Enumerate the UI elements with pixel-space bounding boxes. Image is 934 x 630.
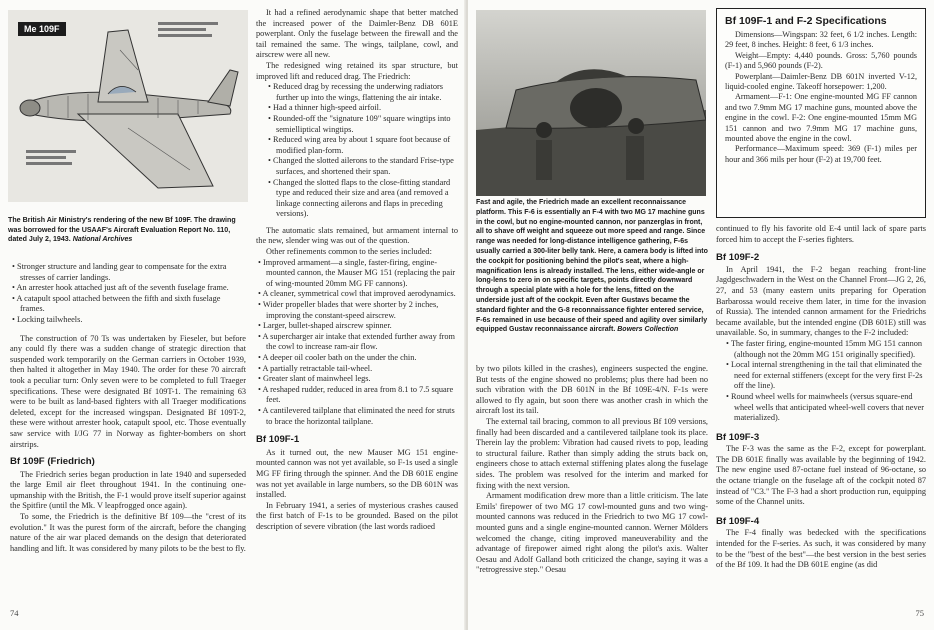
section-heading: Bf 109F-4 [716, 515, 760, 527]
photo-caption [476, 198, 708, 335]
wing-changes-list [266, 82, 458, 220]
list-item: • A partially retractable tail-wheel. [256, 364, 458, 375]
list-item: • A cleaner, symmetrical cowl that improved aerodynamics. [256, 289, 458, 300]
paragraph: The F-4 finally was bedecked with the specifications intended for the F-series. As such, it was considered by many to be the "best of the best"—the best version in the best series of the Bf 109. It had the DB 601E engine (as did [716, 528, 926, 570]
page-number: 75 [915, 608, 924, 618]
list-item: • Local internal strengthening in the tail that eliminated the need for external stiffeners (except for the very first F-2s off the line). [724, 360, 926, 392]
paragraph: As it turned out, the new Mauser MG 151 engine-mounted cannon was not yet available, so F-1s used a single MG FF firing through the spinner. And the DB 601E engine was not yet available in large numbers, so the DB 601N was installed. [256, 447, 458, 500]
list-item: • Wider propeller blades that were shorter by 2 inches, improving the constant-speed airscrew. [256, 300, 458, 321]
list-item: • Rounded-off the "signature 109" square wingtips into semielliptical wingtips. [266, 114, 458, 135]
photo-credit: Bowers Collection [617, 326, 679, 334]
list-item: • A catapult spool attached between the fifth and sixth fuselage frames. [10, 294, 246, 315]
photo-image-icon [476, 10, 706, 196]
aircraft-drawing-icon [8, 10, 248, 202]
figure-credit: National Archives [72, 235, 133, 244]
section-heading: Bf 109F-1 [256, 434, 300, 446]
list-item: • Stronger structure and landing gear to compensate for the extra stresses of carrier landings. [10, 262, 246, 283]
list-item: • Changed the slotted ailerons to the standard Frise-type surfaces, and shortened their span. [266, 156, 458, 177]
spec-armament: Armament—F-1: One engine-mounted MG FF cannon and two 7.9mm MG 17 machine guns, mounted above the engine in the cowl. F-2: One engine-mounted 15mm MG 151 cannon and two 7.9mm MG 17 machine guns, mounted above the engine in the cowl. [725, 92, 917, 144]
right-column-2 [716, 224, 926, 571]
paragraph: It had a refined aerodynamic shape that better matched the increased power of the Daimler-Benz DB 601E powerplant. Only the fuselage between the firewall and the tail remained the same. The wings, tailplane, cowl, and airscrew were all new. [256, 8, 458, 60]
paragraph: In February 1941, a series of mysterious crashes caused the first batch of F-1s to be grounded. Based on the pilot description of severe vibration (the last words radioed [256, 500, 458, 531]
section-heading: Bf 109F-2 [716, 252, 760, 264]
spec-powerplant: Powerplant—Daimler-Benz DB 601N inverted V-12, liquid-cooled engine. Takeoff horsepower: 1,200. [725, 71, 917, 92]
left-page [0, 0, 466, 630]
paragraph: The external tail bracing, common to all previous Bf 109 versions, finally had been discarded and a cantilevered tailplane took its place. Therein lay the problem: Vibration had caused rivets to pop, leading to structural failure. Rather than simply adding the struts back on, engineers chose to attach external stiffening plates along the fuselage sides. The problem was resolved for the interim and marked for fixing with the next version. [476, 416, 708, 490]
list-item: • A cantilevered tailplane that eliminated the need for struts to brace the horizontal tailplane. [256, 406, 458, 427]
section-heading: Bf 109F (Friedrich) [10, 456, 95, 468]
specifications-box [716, 8, 926, 218]
figure-caption-text: The British Air Ministry's rendering of the new Bf 109F. The drawing was borrowed for the USAAF's Aircraft Evaluation Report No. 110, dated July 2, 1943. [8, 216, 236, 244]
list-item: • Larger, bullet-shaped airscrew spinner. [256, 321, 458, 332]
list-item: • Changed the slotted flaps to the close-fitting standard type and reduced their size and area (and removed a linkage connecting ailerons and flaps in preceding versions). [266, 178, 458, 220]
series-refinements-list [256, 258, 458, 428]
figure-stamp: Me 109F [18, 22, 66, 36]
paragraph: The construction of 70 Ts was undertaken by Fieseler, but before any could fly there was a sudden change of strategic direction that suspended work temporarily on the German carriers in October 1939, then halted it altogether in May 1940. The order for these 70 aircraft took a peculiar turn: Only seven were to be completed to full Traeger specifications. These were designated Bf 109T-1. The remaining 63 were to be built as land-based fighters with all Traeger modifications deleted, except for the increased wingspan. Designated Bf 109T-2, these were without arrester hook, catapult spool, etc. Those eventually saw service with I/JG 77 in Norway as fighter-bombers on short airstrips. [10, 333, 246, 449]
paragraph: The automatic slats remained, but armament internal to the new, slender wing was out of the question. [256, 225, 458, 246]
photo-caption-text: Fast and agile, the Friedrich made an excellent reconnaissance platform. This F-6 is essentially an F-4 with two MG 17 machine guns in the cowl, but no engine-mounted cannon, nor panzerglas in front, all to shave off weight and squeeze out more speed and range. Since range was needed for long-distance intelligence gathering, F-6s usually carried a 300-liter belly tank. Here, a camera body is lifted into the cockpit for positioning behind the pilot's seat, where a high-magnification lens is already installed. The lens, either wide-angle or long-lens to zero in on specific targets, points directly downward through a special plate with a hole for the lens, fitted on the underside just aft of the cockpit. Even after Gustavs became the standard fighter and the G-8 reconnaissance fighter entered service, F-6s remained in use because of their speed and agility over similarly equipped Gustav reconnaissance aircraft. [476, 199, 708, 334]
right-column-1 [476, 364, 708, 576]
spec-dimensions: Dimensions—Wingspan: 32 feet, 6 1/2 inches. Length: 29 feet, 8 inches. Height: 8 feet, 6 1/3 inches. [725, 30, 917, 50]
paragraph: To some, the Friedrich is the definitive Bf 109—the "crest of its evolution." It was the purest form of the aircraft, before the changing nature of the air war placed demands on the design that deteriorated handling and lift. It was considered by many pilots to be the best to fly. [10, 512, 246, 553]
list-item: • An arrester hook attached just aft of the seventh fuselage frame. [10, 283, 246, 294]
list-item: • Locking tailwheels. [10, 315, 246, 326]
list-item: • The faster firing, engine-mounted 15mm MG 151 cannon (although not the 20mm MG 151 originally specified). [724, 339, 926, 360]
carrier-mods-list [10, 262, 246, 326]
paragraph: The redesigned wing retained its spar structure, but improved lift and reduced drag. The Friedrich: [256, 60, 458, 81]
paragraph: continued to fly his favorite old E-4 until lack of spare parts forced him to accept the F-series fighters. [716, 224, 926, 244]
left-column-1 [10, 262, 246, 554]
page-number: 74 [10, 608, 19, 618]
list-item: • Had a thinner high-speed airfoil. [266, 103, 458, 114]
list-item: • Reduced wing area by about 1 square foot because of modified plan-form. [266, 135, 458, 156]
list-item: • A deeper oil cooler bath on the under the chin. [256, 353, 458, 364]
right-page [468, 0, 934, 630]
paragraph: by two pilots killed in the crashes), engineers suspected the engine. But tests of the engine showed no problems; plus there had been no such vibration with the DB 601N in the Bf 109E-4/N. F-1s were allowed to fly again, but soon there was another crash in which the aircraft lost its tail. [476, 364, 708, 416]
section-heading: Bf 109F-3 [716, 431, 760, 443]
f2-changes-list [724, 339, 926, 424]
figure-caption [8, 216, 250, 245]
left-column-2 [256, 8, 458, 533]
list-item: • Improved armament—a single, faster-firing, engine-mounted cannon, the Mauser MG 151 (replacing the pair of wing-mounted 20mm MG FF cannons). [256, 258, 458, 290]
specifications-body [725, 30, 917, 165]
spec-performance: Performance—Maximum speed: 369 (F-1) miles per hour and 366 mils per hour (F-2) at 19,700 feet. [725, 144, 917, 164]
list-item: • A reshaped rudder, reduced in area from 8.1 to 7.5 square feet. [256, 385, 458, 406]
paragraph: In April 1941, the F-2 began reaching front-line Jagdgeschwadern in the West on the Channel Front—JG 2, 26, 27, and 53 (many eastern units preparing for Operation Barbarossa would receive them later, in time for the invasion of Russia). The intended cannon armament for the Friedrichs became available, but the intended engine (DB 601E) still was unavailable. So, in summary, changes to the F-2 included: [716, 264, 926, 338]
list-item: • Round wheel wells for mainwheels (versus square-end wheel wells that anticipated wheel-well covers that never materialized). [724, 392, 926, 424]
paragraph: The F-3 was the same as the F-2, except for powerplant. The DB 601E finally was available by the beginning of 1942. The new engine used 87-octane fuel instead of 96-octane, so the octane triangle on the fuselage aft of the cockpit noted 87 instead of "C3." The F-3 had a short production run, equipping some of the Channel units. [716, 444, 926, 507]
list-item: • Reduced drag by recessing the underwing radiators further up into the wings, flattening the air intake. [266, 82, 458, 103]
cutaway-drawing [8, 10, 248, 202]
spec-weight: Weight—Empty: 4,440 pounds. Gross: 5,760 pounds (F-1) and 5,960 pounds (F-2). [725, 50, 917, 71]
paragraph: The Friedrich series began production in late 1940 and superseded the large Emil air fleet throughout 1941. In the continuing one-upmanship with the British, the F-1 would prove itself superior against the Spitfire (until the Mk. V leapfrogged once again). [10, 469, 246, 511]
list-item: • A supercharger air intake that extended further away from the cowl to increase ram-air flow. [256, 332, 458, 353]
paragraph: Other refinements common to the series included: [266, 247, 432, 257]
specifications-title: Bf 109F-1 and F-2 Specifications [725, 15, 887, 27]
list-item: • Greater slant of mainwheel legs. [256, 374, 458, 385]
paragraph: Armament modification drew more than a little criticism. The late Emils' firepower of two MG 17 cowl-mounted guns and two wing-mounted cannons was reduced in the Friedrich to two MG 17 cowl-mounted guns and a single engine-mounted cannon. Werner Mölders welcomed the change, citing improved maneuverability and the advantage of firepower aimed right along the pilot's axis. Walter Oesau and Adolf Galland both criticized the change, saying it was a "retrogressive step." Oesau [476, 491, 708, 575]
recon-photo [476, 10, 706, 196]
